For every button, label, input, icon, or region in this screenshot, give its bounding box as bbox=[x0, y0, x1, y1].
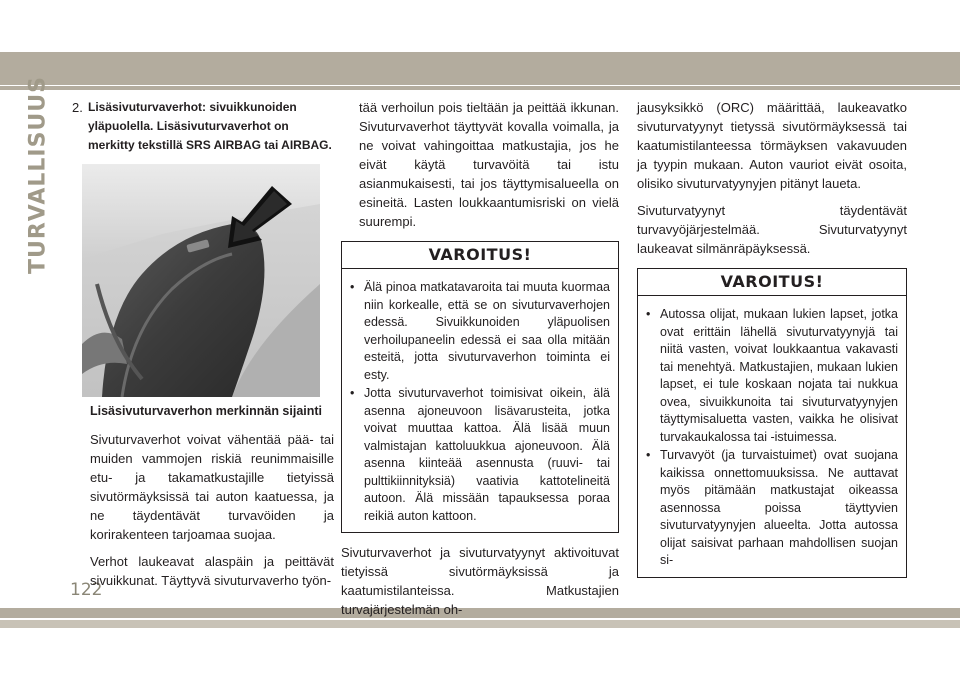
airbag-trim-illustration bbox=[82, 164, 320, 397]
column-1 bbox=[72, 98, 334, 598]
warning-title: VAROITUS! bbox=[638, 269, 906, 296]
paragraph: jausyksikkö (ORC) määrittää, laukeavatko sivuturvatyynyt tietyssä sivutörmäyksessä tai kaatumistilanteessa törmäyksen vakavuuden ja tyypin mukaan. Auton vauriot eivät osoita, olisiko sivuturvatyynyjen pitänyt laueta. bbox=[637, 100, 907, 191]
warning-box bbox=[637, 268, 907, 578]
airbag-photo bbox=[82, 164, 320, 397]
warning-item: • Turvavyöt (ja turvaistuimet) ovat suojana kaikissa onnettomuuksissa. Ne auttavat myös pitämään matkustajat oikeassa asennossa poissa täyttyvien sivuturvatyynyjen alueelta. Jotta autossa olijat saisivat parhaan mahdollisen suojan si- bbox=[646, 447, 898, 570]
paragraph: Sivuturvaverhot ja sivuturvatyynyt aktivoituvat tietyissä sivutörmäyksissä ja kaatumistilanteissa. Matkustajien turvajärjestelmän oh- bbox=[341, 545, 619, 617]
warning-item: • Jotta sivuturvaverhot toimisivat oikein, älä asenna ajoneuvoon lisävarusteita, jotka voivat muuttaa kattoa. Älä lisää muun valmistajan kattoluukkua ajoneuvoon. Älä asenna kiinteää asennusta (ruuvi- tai pulttikiinnityksiä) vaativia kattotelineitä autoon. Älä missään tapauksessa poraa reikiä auton kattoon. bbox=[350, 385, 610, 525]
paragraph: Sivuturvatyynyt täydentävät turvavyöjärjestelmää. Sivuturvatyynyt laukeavat silmänräpäyksessä. bbox=[637, 203, 907, 256]
warning-list bbox=[638, 296, 906, 577]
header-band bbox=[0, 52, 960, 85]
heading-number: 2. bbox=[72, 100, 83, 115]
section-tab bbox=[25, 75, 51, 275]
page-number: 122 bbox=[70, 580, 103, 600]
column-2 bbox=[341, 98, 619, 627]
warning-box bbox=[341, 241, 619, 533]
numbered-heading bbox=[72, 98, 334, 155]
paragraph: Sivuturvaverhot voivat vähentää pää- tai muiden vammojen riskiä reunimmaisille etu- ja takamatkustajille tietyissä sivutörmäyksissä tai auton kaatuessa, ja ne täydentävät turvavöiden ja korirakenteen tarjoamaa suojaa. bbox=[90, 432, 334, 542]
column-3 bbox=[637, 98, 907, 588]
warning-item: • Autossa olijat, mukaan lukien lapset, jotka ovat erittäin lähellä sivuturvatyynyjä tai niitä vasten, voivat loukkaantua vakavasti tai menehtyä. Matkustajien, mukaan lukien lapset, ei tule koskaan nojata tai nukkua ovea, sivuikkunoita tai sivuturvatyynyjen täyttymisaluetta vasten, vaikka he olisivat turvakaukalossa tai -istuimessa. bbox=[646, 306, 898, 446]
heading-text: Lisäsivuturvaverhot: sivuikkunoiden yläpuolella. Lisäsivuturvaverhot on merkitty tekstillä SRS AIRBAG tai AIRBAG. bbox=[88, 100, 332, 152]
warning-title: VAROITUS! bbox=[342, 242, 618, 269]
photo-caption: Lisäsivuturvaverhon merkinnän sijainti bbox=[90, 404, 323, 418]
paragraph: Verhot laukeavat alaspäin ja peittävät sivuikkunat. Täyttyvä sivuturvaverho työn- bbox=[90, 554, 334, 588]
paragraph: tää verhoilun pois tieltään ja peittää ikkunan. Sivuturvaverhot täyttyvät kovalla voimalla, ja ne voivat vahingoittaa matkustajia, jos he eivät käytä turvavöitä tai istu asianmukaisesti, tai jos täyttymisalueella on esineitä. Lasten loukkaantumisriski on vielä suurempi. bbox=[359, 100, 619, 229]
section-tab-label: TURVALLISUUS bbox=[25, 75, 51, 275]
warning-item: • Älä pinoa matkatavaroita tai muuta kuormaa niin korkealle, että se on sivuturvaverhojen edessä. Sivuikkunoiden yläpuolisen verhoilupaneelin edessä ei saa olla mitään esteitä, jotta sivuturvaverhon toiminta ei esty. bbox=[350, 279, 610, 384]
header-rule bbox=[0, 86, 960, 90]
warning-list bbox=[342, 269, 618, 532]
